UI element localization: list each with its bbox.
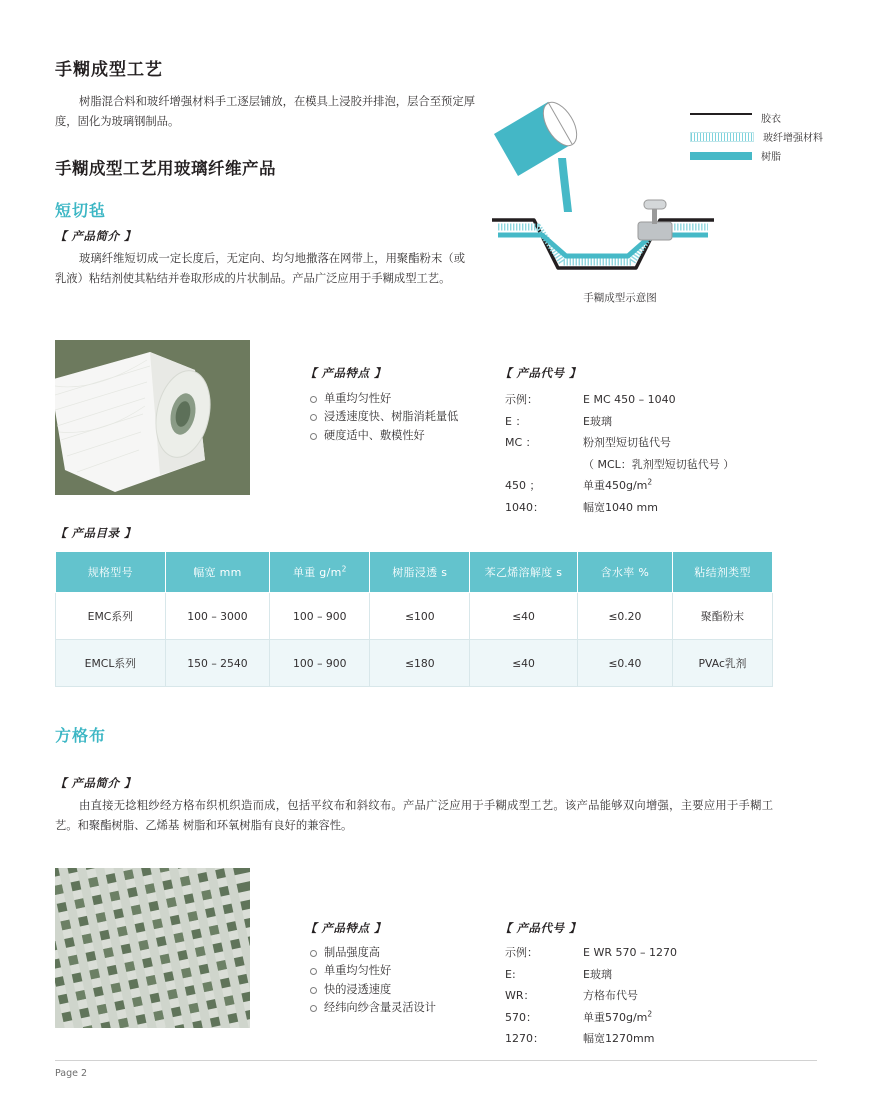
table-header-cell: 苯乙烯溶解度 s: [470, 552, 577, 593]
code-value: 方格布代号: [583, 989, 638, 1003]
code-row: [505, 985, 775, 1006]
woven-roving-code-block: [505, 942, 775, 1050]
code-row: [505, 454, 775, 475]
table-row: [56, 640, 773, 687]
code-key: MC ：: [505, 436, 537, 450]
table-cell: ≤40: [470, 593, 577, 640]
resin-swatch-icon: [690, 152, 752, 160]
list-item: 经纬向纱含量灵活设计: [310, 999, 500, 1017]
code-value: （ MCL：乳剂型短切毡代号 ）: [583, 457, 735, 471]
woven-roving-features-label: 【 产品特点 】: [305, 921, 387, 935]
code-value-sup: 2: [647, 1009, 653, 1019]
woven-roving-feature-list: [310, 944, 500, 1018]
code-row: [505, 432, 775, 453]
list-item: 浸透速度快、树脂消耗量低: [310, 408, 490, 426]
section-title-products: 手糊成型工艺用玻璃纤维产品: [55, 159, 276, 178]
chopped-mat-catalog-label: 【 产品目录 】: [55, 526, 137, 540]
table-cell: 100 – 900: [270, 593, 370, 640]
section-title-process: 手糊成型工艺: [55, 60, 163, 80]
woven-roving-intro-label: 【 产品简介 】: [55, 776, 137, 790]
subsection-title-chopped-mat: 短切毡: [55, 201, 107, 220]
chopped-mat-intro-label: 【 产品简介 】: [55, 229, 137, 243]
table-cell: EMC系列: [56, 593, 166, 640]
code-value: E玻璃: [583, 968, 612, 981]
code-key: WR：: [505, 989, 535, 1003]
table-header-row: [56, 552, 773, 593]
table-cell: 100 – 3000: [165, 593, 270, 640]
code-example-value: E MC 450 – 1040: [583, 393, 676, 406]
list-item: 制品强度高: [310, 944, 500, 962]
code-example-row: [505, 389, 775, 411]
list-item: 硬度适中、敷模性好: [310, 427, 490, 445]
table-row: [56, 593, 773, 640]
code-value-sup: 2: [647, 477, 653, 487]
code-key: E ：: [505, 415, 527, 428]
code-value: 单重570g/m: [583, 1010, 648, 1024]
code-key: E:: [505, 968, 516, 981]
table-cell: PVAc乳剂: [673, 640, 773, 687]
table-header-cell: 单重 $g/m^2$: [270, 552, 370, 593]
legend-row-resin: [690, 146, 823, 165]
code-example-key: 示例：: [505, 393, 538, 406]
hand-layup-diagram: [486, 72, 726, 287]
table-header-cell: 含水率 %: [577, 552, 672, 593]
code-value: E玻璃: [583, 415, 612, 428]
code-value: 粉剂型短切毡代号: [583, 436, 671, 450]
code-value: 单重450g/m: [583, 479, 648, 493]
table-cell: ≤0.40: [577, 640, 672, 687]
process-paragraph: 树脂混合料和玻纤增强材料手工逐层铺放，在模具上浸胶并排泡，层合至预定厚度，固化为玻璃钢制品。: [55, 95, 475, 128]
woven-roving-code-label: 【 产品代号 】: [500, 921, 582, 935]
code-row: [505, 1028, 775, 1049]
legend-row-gelcoat: [690, 108, 823, 127]
chopped-mat-intro-text: 玻璃纤维短切成一定长度后，无定向、均匀地撒落在网带上，用聚酯粉末（或乳液）粘结剂使其粘结并卷取形成的片状制品。产品广泛应用于手糊成型工艺。: [55, 252, 465, 285]
code-example-row: [505, 942, 775, 964]
table-cell: ≤180: [370, 640, 470, 687]
code-example-key: 示例：: [505, 946, 538, 959]
table-cell: 聚酯粉末: [673, 593, 773, 640]
code-value: 幅宽1040 mm: [583, 500, 658, 514]
code-row: [505, 475, 775, 496]
list-item: 快的浸透速度: [310, 981, 500, 999]
diagram-legend: [690, 108, 823, 165]
woven-roving-photo: [55, 868, 250, 1028]
table-header-cell: 幅宽 mm: [165, 552, 270, 593]
table-cell: ≤100: [370, 593, 470, 640]
list-item: 单重均匀性好: [310, 390, 490, 408]
woven-roving-intro-text: 由直接无捻粗纱经方格布织机织造而成，包括平纹布和斜纹布。产品广泛应用于手糊成型工艺。该产品能够双向增强，主要应用于手糊工艺。和聚酯树脂、乙烯基 树脂和环氧树脂有良好的兼容性。: [55, 799, 773, 832]
product-catalog-table: [55, 551, 773, 687]
code-row: [505, 411, 775, 432]
diagram-caption: 手糊成型示意图: [583, 292, 657, 304]
table-cell: 150 – 2540: [165, 640, 270, 687]
legend-label-gelcoat: 胶衣: [761, 114, 781, 125]
legend-label-resin: 树脂: [761, 152, 781, 163]
page-number: Page 2: [55, 1068, 88, 1079]
table-cell: ≤40: [470, 640, 577, 687]
chopped-mat-features-label: 【 产品特点 】: [305, 366, 387, 380]
subsection-title-woven-roving: 方格布: [55, 726, 107, 745]
legend-row-glass: [690, 127, 823, 146]
table-cell: ≤0.20: [577, 593, 672, 640]
list-item: 单重均匀性好: [310, 962, 500, 980]
code-key: 450 ；: [505, 479, 541, 493]
gelcoat-swatch-icon: [690, 113, 752, 123]
table-header-cell: 规格型号: [56, 552, 166, 593]
code-key: 1040：: [505, 500, 544, 514]
glass-swatch-icon: [690, 132, 754, 142]
table-header-cell: 粘结剂类型: [673, 552, 773, 593]
code-row: [505, 1007, 775, 1028]
code-key: 1270：: [505, 1032, 544, 1046]
table-header-cell: 树脂浸透 s: [370, 552, 470, 593]
code-key: 570：: [505, 1010, 537, 1024]
footer-divider: [55, 1060, 817, 1061]
table-cell: EMCL系列: [56, 640, 166, 687]
chopped-mat-feature-list: [310, 390, 490, 445]
legend-label-glass: 玻纤增强材料: [763, 133, 823, 144]
code-example-value: E WR 570 – 1270: [583, 946, 677, 959]
chopped-mat-photo: [55, 340, 250, 495]
code-value: 幅宽1270mm: [583, 1032, 655, 1046]
code-key: [505, 454, 583, 475]
chopped-mat-code-block: [505, 389, 775, 518]
chopped-mat-code-label: 【 产品代号 】: [500, 366, 582, 380]
table-cell: 100 – 900: [270, 640, 370, 687]
code-row: [505, 964, 775, 985]
code-row: [505, 497, 775, 518]
